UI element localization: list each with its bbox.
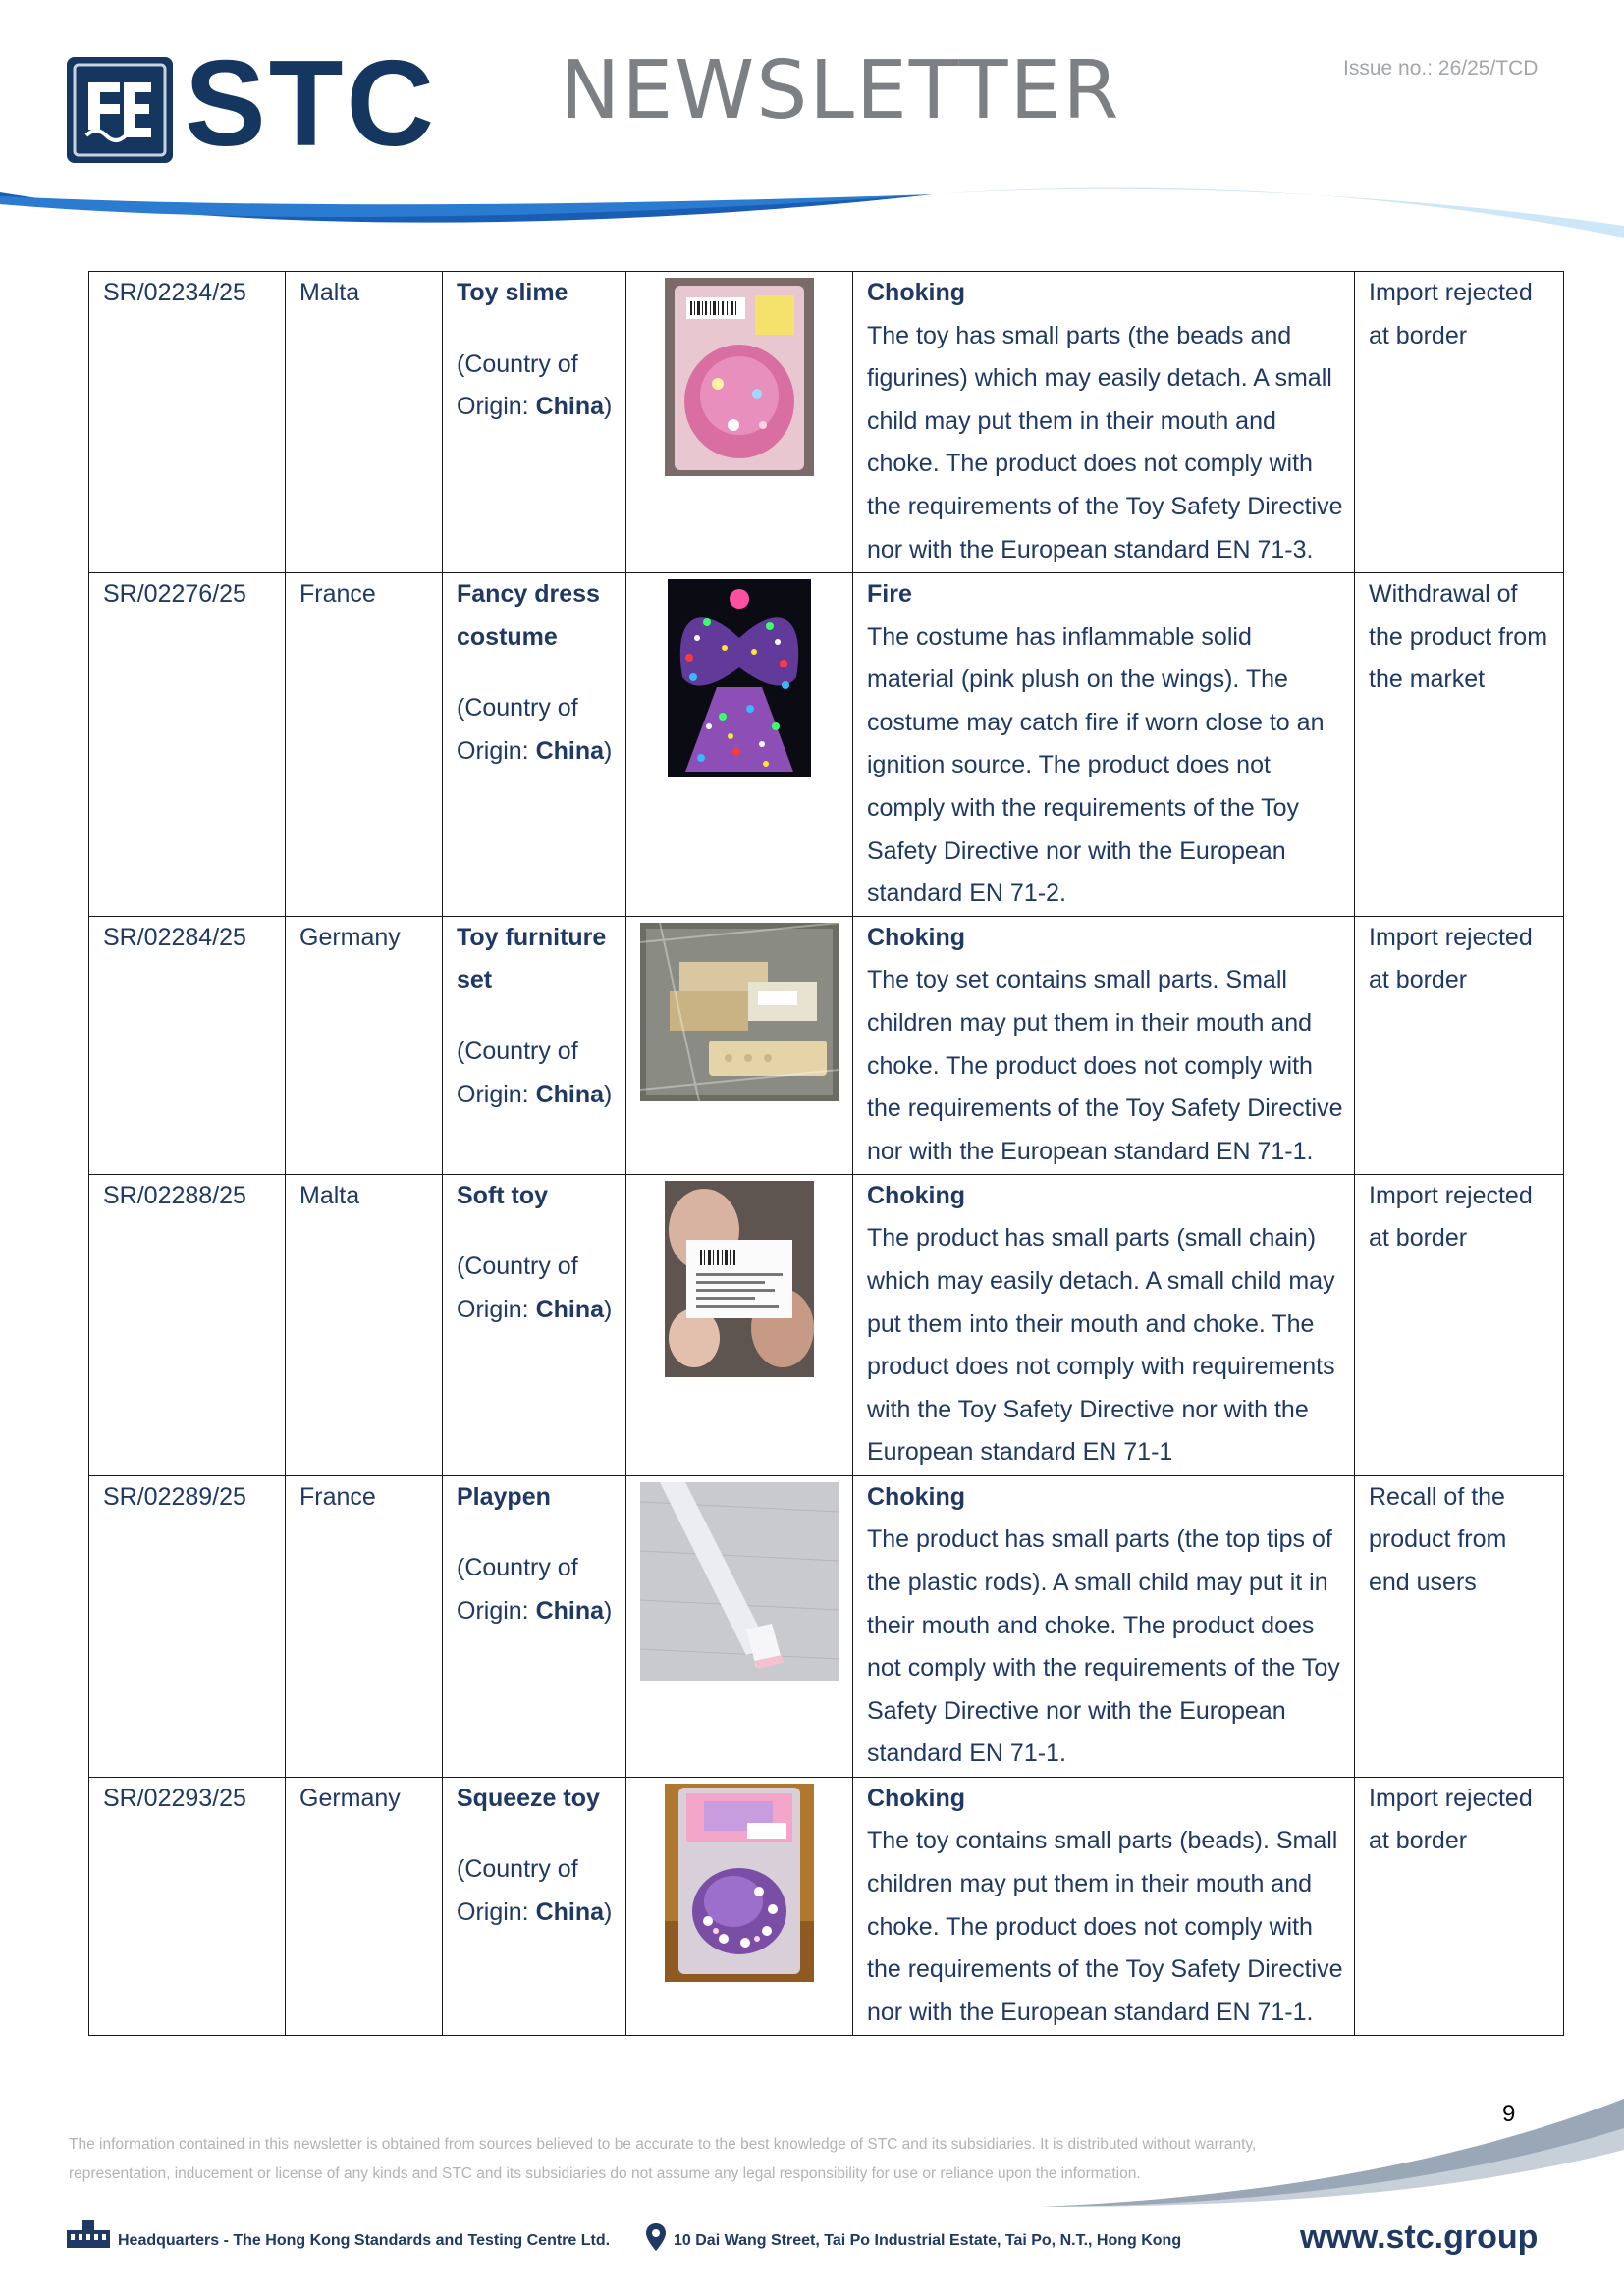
photo-cell <box>626 272 853 573</box>
photo-cell <box>626 573 853 917</box>
origin-country: China <box>535 1080 605 1108</box>
reference-cell <box>89 1475 286 1777</box>
origin-prefix: (Country of Origin: <box>457 1855 578 1926</box>
country-cell <box>286 272 443 573</box>
origin-prefix: (Country of Origin: <box>457 349 578 421</box>
measure-cell <box>1355 1777 1564 2035</box>
product-name: Fancy dress costume <box>457 580 600 651</box>
risk-cell <box>853 1777 1355 2035</box>
product-name: Playpen <box>457 1482 551 1511</box>
hazard-type: Choking <box>867 1181 965 1209</box>
origin-suffix: ) <box>604 393 613 421</box>
origin-prefix: (Country of Origin: <box>457 1253 578 1323</box>
safety-alert-table <box>88 271 1564 2036</box>
newsletter-title: NEWSLETTER <box>560 44 1121 137</box>
reference-cell <box>89 573 286 917</box>
reference-number: SR/02284/25 <box>103 923 246 951</box>
product-cell <box>443 916 626 1174</box>
photo-cell <box>626 1174 853 1475</box>
page-number: 9 <box>1502 2101 1516 2127</box>
country-cell <box>286 1174 443 1475</box>
reference-number: SR/02289/25 <box>103 1482 246 1511</box>
measure-taken: Withdrawal of the product from the market <box>1369 580 1548 694</box>
reference-cell <box>89 1777 286 2035</box>
notifying-country: France <box>299 1482 376 1511</box>
country-cell <box>286 573 443 917</box>
table-row <box>89 272 1564 573</box>
product-photo <box>668 579 811 777</box>
risk-cell <box>853 1475 1355 1777</box>
origin-country: China <box>535 1596 605 1625</box>
footer-contact-bar <box>65 2218 1567 2258</box>
location-pin-icon <box>646 2223 666 2251</box>
product-cell <box>443 1777 626 2035</box>
website-link[interactable]: www.stc.group <box>1300 2218 1539 2256</box>
risk-description: The toy set contains small parts. Small children may put them in their mouth and choke. The product does not comply with the requirements of the Toy Safety Directive nor with the European standard EN 71-1. <box>867 966 1343 1165</box>
product-name: Soft toy <box>457 1181 549 1209</box>
photo-cell <box>626 1777 853 2035</box>
notifying-country: Germany <box>299 1784 401 1812</box>
origin-country: China <box>535 1897 605 1926</box>
reference-number: SR/02288/25 <box>103 1181 246 1209</box>
hazard-type: Choking <box>867 1482 965 1511</box>
notifying-country: Germany <box>299 923 401 951</box>
product-photo <box>665 1784 814 1982</box>
measure-taken: Import rejected at border <box>1369 279 1533 349</box>
origin-country: China <box>535 1295 605 1323</box>
stc-logo-text: STC <box>185 36 437 172</box>
measure-cell <box>1355 916 1564 1174</box>
product-photo <box>640 1482 839 1681</box>
origin-suffix: ) <box>604 1897 613 1926</box>
risk-description: The toy contains small parts (beads). Small children may put them in their mouth and choke. The product does not comply with the requirements of the Toy Safety Directive nor with the European standard EN 71-1. <box>867 1827 1343 2026</box>
product-photo <box>640 923 839 1101</box>
risk-cell <box>853 272 1355 573</box>
hazard-type: Choking <box>867 279 965 306</box>
measure-cell <box>1355 1174 1564 1475</box>
photo-cell <box>626 916 853 1174</box>
product-cell <box>443 1475 626 1777</box>
origin-country: China <box>535 393 605 421</box>
table-row <box>89 1777 1564 2035</box>
origin-suffix: ) <box>604 1080 613 1108</box>
product-photo <box>665 1181 814 1377</box>
stc-logo-mark <box>67 57 173 163</box>
reference-number: SR/02234/25 <box>103 279 246 306</box>
origin-suffix: ) <box>604 736 613 765</box>
country-cell <box>286 916 443 1174</box>
measure-taken: Recall of the product from end users <box>1369 1482 1507 1596</box>
risk-description: The costume has inflammable solid material (pink plush on the wings). The costume may catch fire if worn close to an ignition source. The product does not comply with the requirements of the Toy Safety Directive nor with the European standard EN 71-2. <box>867 622 1325 908</box>
hazard-type: Fire <box>867 580 912 608</box>
country-cell <box>286 1475 443 1777</box>
product-cell <box>443 272 626 573</box>
measure-taken: Import rejected at border <box>1369 923 1533 994</box>
table-row <box>89 1475 1564 1777</box>
reference-cell <box>89 272 286 573</box>
notifying-country: Malta <box>299 1181 360 1209</box>
header-swoosh <box>0 183 1624 261</box>
risk-description: The product has small parts (small chain) which may easily detach. A small child may put them into their mouth and choke. The product does not comply with requirements with the Toy Safety Directive nor with the European standard EN 71-1 <box>867 1224 1335 1467</box>
photo-cell <box>626 1475 853 1777</box>
risk-cell <box>853 1174 1355 1475</box>
notifying-country: Malta <box>299 279 360 306</box>
headquarters-address: 10 Dai Wang Street, Tai Po Industrial Estate, Tai Po, N.T., Hong Kong <box>674 2232 1182 2249</box>
table-row <box>89 573 1564 917</box>
origin-prefix: (Country of Origin: <box>457 1554 578 1625</box>
origin-suffix: ) <box>604 1295 613 1323</box>
headquarters-label: Headquarters - The Hong Kong Standards and Testing Centre Ltd. <box>118 2232 611 2249</box>
origin-country: China <box>535 736 605 765</box>
reference-number: SR/02276/25 <box>103 580 246 608</box>
table-row <box>89 916 1564 1174</box>
origin-prefix: (Country of Origin: <box>457 1037 578 1108</box>
measure-cell <box>1355 573 1564 917</box>
measure-taken: Import rejected at border <box>1369 1784 1533 1855</box>
notifying-country: France <box>299 580 376 608</box>
reference-cell <box>89 1174 286 1475</box>
product-name: Toy furniture set <box>457 923 607 994</box>
building-icon <box>65 2218 112 2250</box>
stc-monogram-icon <box>67 57 173 163</box>
product-name: Toy slime <box>457 279 568 306</box>
product-cell <box>443 1174 626 1475</box>
hazard-type: Choking <box>867 923 965 951</box>
risk-description: The product has small parts (the top tips of the plastic rods). A small child may put it in their mouth and choke. The product does not comply with the requirements of the Toy Safety Directive nor with the European standard EN 71-1. <box>867 1525 1340 1768</box>
measure-cell <box>1355 272 1564 573</box>
product-name: Squeeze toy <box>457 1784 600 1812</box>
risk-description: The toy has small parts (the beads and figurines) which may easily detach. A small child may put them in their mouth and choke. The product does not comply with the requirements of the Toy Safety Directive nor with the European standard EN 71-3. <box>867 321 1343 563</box>
hazard-type: Choking <box>867 1784 965 1812</box>
issue-number: Issue no.: 26/25/TCD <box>1343 57 1539 80</box>
disclaimer-text: The information contained in this newsletter is obtained from sources believed to be accurate to the best knowledge of STC and its subsidiaries. It is distributed without warranty, representation, inducement or license of any kinds and STC and its subsidiaries do not assume any legal responsibility for use or reliance upon the information. <box>69 2136 1257 2182</box>
country-cell <box>286 1777 443 2035</box>
product-cell <box>443 573 626 917</box>
product-photo <box>665 278 814 476</box>
origin-suffix: ) <box>604 1596 613 1625</box>
table-row <box>89 1174 1564 1475</box>
reference-number: SR/02293/25 <box>103 1784 246 1812</box>
risk-cell <box>853 573 1355 917</box>
measure-taken: Import rejected at border <box>1369 1181 1533 1253</box>
reference-cell <box>89 916 286 1174</box>
risk-cell <box>853 916 1355 1174</box>
origin-prefix: (Country of Origin: <box>457 694 578 765</box>
measure-cell <box>1355 1475 1564 1777</box>
